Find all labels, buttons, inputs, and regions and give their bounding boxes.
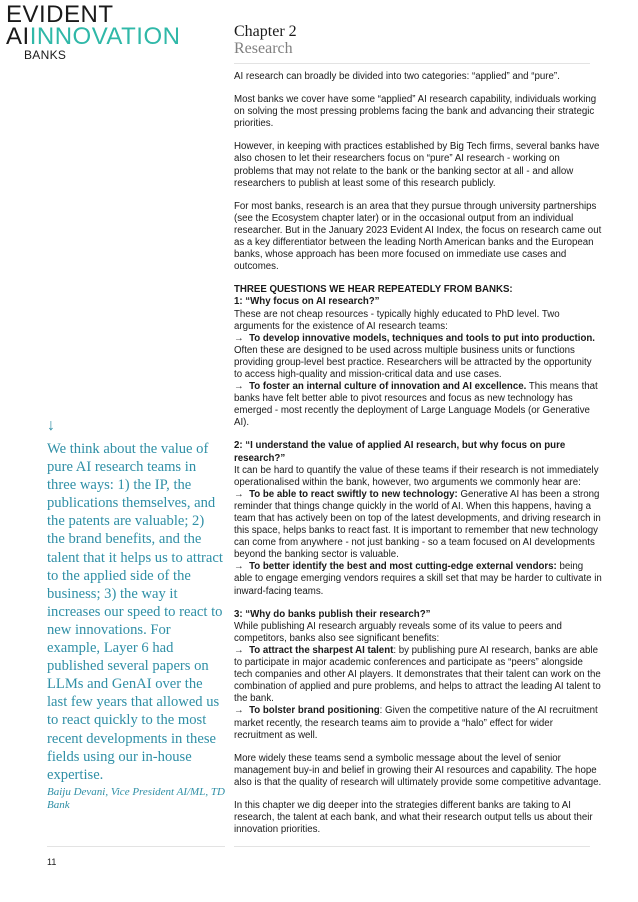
questions-block-3 (234, 609, 602, 742)
bullet-text: : by publishing pure AI research, banks are able to participate in major academic conferences and participate as “peers” alongside tech companies and other AI players. It demonstrates that their talent can work on the combination of applied and pure problems, and helps to attract the leading AI talent to the bank. (234, 644, 601, 705)
bullet-text: Generative AI has been a strong reminder that things change quickly in the world of AI. When this happens, having a team that has actively been on top of the latest developments, and driving research in this space, helps banks to react fast. It is important to remember that new technology can come from anywhere - not just banking - so a team focused on AI developments beyond the banking sector is valuable. (234, 488, 601, 561)
bullet-bold: To better identify the best and most cutting-edge external vendors: (249, 561, 557, 573)
pull-quote (47, 418, 225, 812)
logo-innovation: INNOVATION (29, 23, 181, 50)
bullet-bold: To be able to react swiftly to new technology: (249, 488, 458, 500)
paragraph: In this chapter we dig deeper into the strategies different banks are taking to AI research, the talent at each bank, and what their research output tells us about their innovation priorities. (234, 799, 593, 836)
arrow-icon: → (234, 705, 244, 717)
paragraph: For most banks, research is an area that they pursue through university partnerships (see the Ecosystem chapter later) or in the occasional output from an individual researcher. But in the January 2023 Evident AI Index, the focus on research came out as a key differentiator between the leading North American banks and the European banks, whose approach has been more focused on immediate use cases and outcomes. (234, 200, 602, 273)
quote-text: We think about the value of pure AI research teams in three ways: 1) the IP, the publications themselves, and the patents are valuable; 2) the brand benefits, and the talent that it helps us to attract to the applied side of the business; 3) the way it increases our speed to react to new innovations. For example, Layer 6 had published several papers on LLMs and GenAI over the last few years that allowed us to react quickly to the most recent developments in these fields using our in-house expertise. (47, 441, 223, 783)
logo-line-banks: BANKS (24, 48, 67, 62)
logo-line-ai-innovation (6, 23, 216, 50)
arrow-icon: → (234, 488, 244, 500)
arrow-icon: → (234, 332, 244, 344)
bullet-text: being able to engage emerging vendors requires a skill set that may be harder to cultivate in inward-facing teams. (234, 561, 602, 597)
chapter-heading (234, 23, 297, 57)
page-number: 11 (47, 857, 57, 867)
question-3-text: While publishing AI research arguably reveals some of its value to peers and competitors, banks also see significant benefits: (234, 620, 562, 644)
bullet-bold: To develop innovative models, techniques and tools to put into production. (249, 332, 595, 344)
question-3-title: 3: “Why do banks publish their research?” (234, 608, 431, 620)
header-divider (234, 63, 590, 64)
question-1-text: These are not cheap resources - typically highly educated to PhD level. Two arguments for the existence of AI research teams: (234, 308, 560, 332)
logo-line-evident: EVIDENT (6, 1, 114, 28)
footer-divider-right (234, 846, 590, 847)
arrow-icon: → (234, 561, 244, 573)
logo-ai: AI (6, 23, 30, 50)
paragraph: More widely these teams send a symbolic message about the level of senior management buy-in and belief in growing their AI resources and capability. The hope also is that the quality of research will ultimately provide some competitive advantage. (234, 752, 602, 788)
footer-divider-left (47, 846, 225, 847)
arrow-icon: → (234, 381, 244, 393)
evident-logo (6, 1, 216, 62)
quote-attribution: Baiju Devani, Vice President AI/ML, TD Bank (47, 785, 225, 811)
questions-block-2 (234, 440, 602, 597)
paragraph: However, in keeping with practices established by Big Tech firms, several banks have also chosen to let their researchers focus on “pure” AI research - working on problems that may not relate to the bank or the banking sector at all - and allow researchers to publish at least some of this research publicly. (234, 141, 600, 189)
down-arrow-icon: ↓ (47, 417, 55, 434)
paragraph: AI research can broadly be divided into two categories: “applied” and “pure”. (234, 71, 560, 82)
bullet-text: Often these are designed to be used across multiple business units or functions providing group-level best practice. Researchers will be attracted by the opportunity to access high-quality and mission-critical data and use cases. (234, 344, 592, 380)
chapter-title: Research (234, 40, 293, 57)
bullet-bold: To attract the sharpest AI talent (249, 644, 394, 656)
bullet-text: : Given the competitive nature of the AI recruitment market recently, the research teams aim to provide a “halo” effect for wider recruitment as well. (234, 705, 598, 741)
question-2-text: It can be hard to quantify the value of these teams if their research is not immediately operationalised within the bank, however, two arguments we commonly hear are: (234, 464, 599, 488)
chapter-number: Chapter 2 (234, 23, 297, 40)
bullet-text: This means that banks have felt better able to pivot resources and focus as new technology has emerged - most recently the deployment of Large Language Models (or Generative AI). (234, 381, 598, 429)
question-1-title: 1: “Why focus on AI research?” (234, 296, 380, 308)
paragraph: Most banks we cover have some “applied” AI research capability, individuals working on solving the most pressing problems facing the bank and advancing their strategic priorities. (234, 94, 597, 130)
main-body (234, 71, 602, 847)
bullet-bold: To foster an internal culture of innovation and AI excellence. (249, 381, 527, 393)
questions-heading: THREE QUESTIONS WE HEAR REPEATEDLY FROM BANKS: (234, 284, 513, 296)
question-2-title: 2: “I understand the value of applied AI research, but why focus on pure research?” (234, 440, 566, 464)
questions-block-1 (234, 284, 602, 429)
arrow-icon: → (234, 644, 244, 656)
bullet-bold: To bolster brand positioning (249, 705, 380, 717)
